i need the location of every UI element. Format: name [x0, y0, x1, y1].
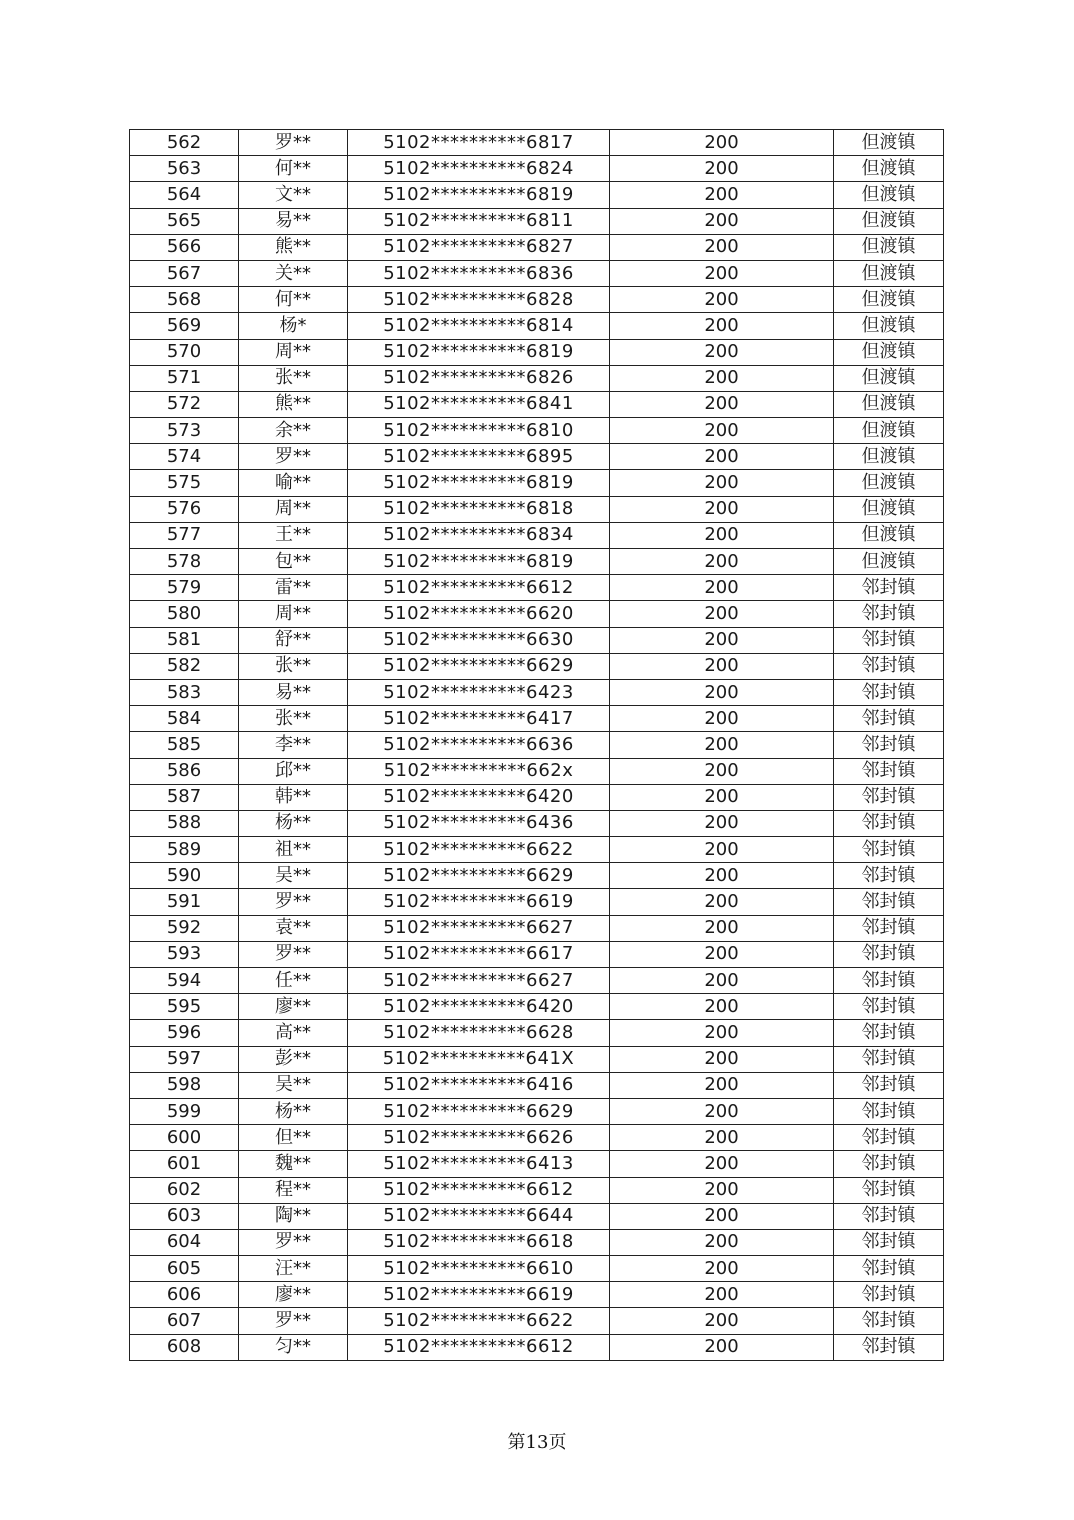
- table-row: [130, 208, 944, 234]
- amount-cell: 200: [610, 968, 834, 994]
- id-number-cell: 5102**********6612: [348, 1334, 610, 1360]
- id-number-cell: 5102**********6811: [348, 208, 610, 234]
- name-cell: 祖**: [239, 837, 348, 863]
- name-cell: 周**: [239, 601, 348, 627]
- table-row: [130, 1046, 944, 1072]
- row-number-cell: 606: [130, 1282, 239, 1308]
- id-number-cell: 5102**********6436: [348, 810, 610, 836]
- row-number-cell: 607: [130, 1308, 239, 1334]
- table-row: [130, 1072, 944, 1098]
- amount-cell: 200: [610, 627, 834, 653]
- row-number-cell: 604: [130, 1229, 239, 1255]
- name-cell: 彭**: [239, 1046, 348, 1072]
- id-number-cell: 5102**********6814: [348, 313, 610, 339]
- table-row: [130, 234, 944, 260]
- name-cell: 关**: [239, 260, 348, 286]
- row-number-cell: 578: [130, 549, 239, 575]
- table-row: [130, 496, 944, 522]
- town-cell: 邻封镇: [834, 653, 944, 679]
- name-cell: 文**: [239, 182, 348, 208]
- amount-cell: 200: [610, 653, 834, 679]
- row-number-cell: 568: [130, 287, 239, 313]
- row-number-cell: 575: [130, 470, 239, 496]
- amount-cell: 200: [610, 470, 834, 496]
- town-cell: 邻封镇: [834, 889, 944, 915]
- town-cell: 但渡镇: [834, 313, 944, 339]
- id-number-cell: 5102**********6819: [348, 339, 610, 365]
- row-number-cell: 603: [130, 1203, 239, 1229]
- amount-cell: 200: [610, 810, 834, 836]
- table-row: [130, 287, 944, 313]
- id-number-cell: 5102**********6824: [348, 156, 610, 182]
- table-row: [130, 1229, 944, 1255]
- town-cell: 但渡镇: [834, 391, 944, 417]
- name-cell: 邱**: [239, 758, 348, 784]
- id-number-cell: 5102**********6826: [348, 365, 610, 391]
- id-number-cell: 5102**********6629: [348, 653, 610, 679]
- name-cell: 张**: [239, 365, 348, 391]
- row-number-cell: 571: [130, 365, 239, 391]
- table-row: [130, 1098, 944, 1124]
- id-number-cell: 5102**********6819: [348, 549, 610, 575]
- amount-cell: 200: [610, 1282, 834, 1308]
- amount-cell: 200: [610, 1229, 834, 1255]
- table-row: [130, 968, 944, 994]
- table-row: [130, 1020, 944, 1046]
- row-number-cell: 589: [130, 837, 239, 863]
- row-number-cell: 577: [130, 522, 239, 548]
- amount-cell: 200: [610, 444, 834, 470]
- id-number-cell: 5102**********6416: [348, 1072, 610, 1098]
- town-cell: 邻封镇: [834, 1125, 944, 1151]
- id-number-cell: 5102**********6895: [348, 444, 610, 470]
- table-row: [130, 732, 944, 758]
- town-cell: 邻封镇: [834, 810, 944, 836]
- id-number-cell: 5102**********6828: [348, 287, 610, 313]
- amount-cell: 200: [610, 601, 834, 627]
- row-number-cell: 586: [130, 758, 239, 784]
- amount-cell: 200: [610, 182, 834, 208]
- name-cell: 杨**: [239, 1098, 348, 1124]
- table-row: [130, 365, 944, 391]
- name-cell: 吴**: [239, 863, 348, 889]
- table-row: [130, 522, 944, 548]
- name-cell: 廖**: [239, 1282, 348, 1308]
- amount-cell: 200: [610, 889, 834, 915]
- id-number-cell: 5102**********6628: [348, 1020, 610, 1046]
- name-cell: 高**: [239, 1020, 348, 1046]
- name-cell: 杨*: [239, 313, 348, 339]
- town-cell: 但渡镇: [834, 208, 944, 234]
- amount-cell: 200: [610, 156, 834, 182]
- row-number-cell: 585: [130, 732, 239, 758]
- row-number-cell: 570: [130, 339, 239, 365]
- id-number-cell: 5102**********6819: [348, 470, 610, 496]
- town-cell: 邻封镇: [834, 758, 944, 784]
- name-cell: 张**: [239, 653, 348, 679]
- name-cell: 罗**: [239, 130, 348, 156]
- town-cell: 邻封镇: [834, 601, 944, 627]
- town-cell: 邻封镇: [834, 784, 944, 810]
- name-cell: 程**: [239, 1177, 348, 1203]
- row-number-cell: 569: [130, 313, 239, 339]
- amount-cell: 200: [610, 679, 834, 705]
- town-cell: 邻封镇: [834, 575, 944, 601]
- row-number-cell: 582: [130, 653, 239, 679]
- row-number-cell: 591: [130, 889, 239, 915]
- amount-cell: 200: [610, 784, 834, 810]
- town-cell: 邻封镇: [834, 1151, 944, 1177]
- amount-cell: 200: [610, 391, 834, 417]
- name-cell: 何**: [239, 156, 348, 182]
- town-cell: 邻封镇: [834, 1098, 944, 1124]
- row-number-cell: 576: [130, 496, 239, 522]
- town-cell: 但渡镇: [834, 365, 944, 391]
- amount-cell: 200: [610, 1334, 834, 1360]
- row-number-cell: 594: [130, 968, 239, 994]
- table-row: [130, 915, 944, 941]
- name-cell: 舒**: [239, 627, 348, 653]
- town-cell: 邻封镇: [834, 1020, 944, 1046]
- name-cell: 易**: [239, 679, 348, 705]
- table-row: [130, 444, 944, 470]
- row-number-cell: 599: [130, 1098, 239, 1124]
- id-number-cell: 5102**********6627: [348, 915, 610, 941]
- town-cell: 邻封镇: [834, 1256, 944, 1282]
- town-cell: 但渡镇: [834, 496, 944, 522]
- id-number-cell: 5102**********641X: [348, 1046, 610, 1072]
- name-cell: 周**: [239, 339, 348, 365]
- row-number-cell: 581: [130, 627, 239, 653]
- id-number-cell: 5102**********6420: [348, 994, 610, 1020]
- amount-cell: 200: [610, 260, 834, 286]
- table-row: [130, 758, 944, 784]
- town-cell: 邻封镇: [834, 732, 944, 758]
- row-number-cell: 590: [130, 863, 239, 889]
- name-cell: 韩**: [239, 784, 348, 810]
- id-number-cell: 5102**********6626: [348, 1125, 610, 1151]
- id-number-cell: 5102**********6420: [348, 784, 610, 810]
- amount-cell: 200: [610, 365, 834, 391]
- amount-cell: 200: [610, 496, 834, 522]
- table-row: [130, 941, 944, 967]
- amount-cell: 200: [610, 915, 834, 941]
- id-number-cell: 5102**********6423: [348, 679, 610, 705]
- amount-cell: 200: [610, 313, 834, 339]
- id-number-cell: 5102**********6629: [348, 1098, 610, 1124]
- table-row: [130, 1308, 944, 1334]
- table-body: [130, 130, 944, 1361]
- row-number-cell: 567: [130, 260, 239, 286]
- town-cell: 邻封镇: [834, 706, 944, 732]
- id-number-cell: 5102**********6819: [348, 182, 610, 208]
- town-cell: 但渡镇: [834, 130, 944, 156]
- id-number-cell: 5102**********6619: [348, 889, 610, 915]
- amount-cell: 200: [610, 575, 834, 601]
- row-number-cell: 602: [130, 1177, 239, 1203]
- row-number-cell: 598: [130, 1072, 239, 1098]
- amount-cell: 200: [610, 522, 834, 548]
- id-number-cell: 5102**********6617: [348, 941, 610, 967]
- name-cell: 喻**: [239, 470, 348, 496]
- id-number-cell: 5102**********6618: [348, 1229, 610, 1255]
- town-cell: 邻封镇: [834, 679, 944, 705]
- id-number-cell: 5102**********6622: [348, 837, 610, 863]
- amount-cell: 200: [610, 1046, 834, 1072]
- id-number-cell: 5102**********6612: [348, 1177, 610, 1203]
- id-number-cell: 5102**********6417: [348, 706, 610, 732]
- town-cell: 但渡镇: [834, 156, 944, 182]
- town-cell: 邻封镇: [834, 1282, 944, 1308]
- table-row: [130, 260, 944, 286]
- row-number-cell: 600: [130, 1125, 239, 1151]
- name-cell: 包**: [239, 549, 348, 575]
- table-row: [130, 889, 944, 915]
- name-cell: 罗**: [239, 1229, 348, 1255]
- table-row: [130, 1203, 944, 1229]
- name-cell: 罗**: [239, 941, 348, 967]
- table-row: [130, 130, 944, 156]
- amount-cell: 200: [610, 1151, 834, 1177]
- town-cell: 但渡镇: [834, 549, 944, 575]
- name-cell: 罗**: [239, 889, 348, 915]
- id-number-cell: 5102**********6810: [348, 418, 610, 444]
- row-number-cell: 595: [130, 994, 239, 1020]
- town-cell: 邻封镇: [834, 1308, 944, 1334]
- page-number: 第13页: [507, 1432, 567, 1453]
- id-number-cell: 5102**********6610: [348, 1256, 610, 1282]
- amount-cell: 200: [610, 418, 834, 444]
- id-number-cell: 5102**********6619: [348, 1282, 610, 1308]
- name-cell: 何**: [239, 287, 348, 313]
- name-cell: 罗**: [239, 1308, 348, 1334]
- amount-cell: 200: [610, 1177, 834, 1203]
- amount-cell: 200: [610, 234, 834, 260]
- amount-cell: 200: [610, 732, 834, 758]
- row-number-cell: 601: [130, 1151, 239, 1177]
- name-cell: 罗**: [239, 444, 348, 470]
- row-number-cell: 563: [130, 156, 239, 182]
- town-cell: 但渡镇: [834, 339, 944, 365]
- town-cell: 邻封镇: [834, 627, 944, 653]
- town-cell: 邻封镇: [834, 915, 944, 941]
- table-row: [130, 627, 944, 653]
- table-row: [130, 706, 944, 732]
- name-cell: 雷**: [239, 575, 348, 601]
- table-row: [130, 470, 944, 496]
- name-cell: 王**: [239, 522, 348, 548]
- table-row: [130, 1151, 944, 1177]
- name-cell: 任**: [239, 968, 348, 994]
- row-number-cell: 572: [130, 391, 239, 417]
- amount-cell: 200: [610, 758, 834, 784]
- row-number-cell: 580: [130, 601, 239, 627]
- id-number-cell: 5102**********6612: [348, 575, 610, 601]
- amount-cell: 200: [610, 549, 834, 575]
- row-number-cell: 584: [130, 706, 239, 732]
- name-cell: 吴**: [239, 1072, 348, 1098]
- id-number-cell: 5102**********6630: [348, 627, 610, 653]
- row-number-cell: 597: [130, 1046, 239, 1072]
- town-cell: 但渡镇: [834, 418, 944, 444]
- amount-cell: 200: [610, 837, 834, 863]
- town-cell: 但渡镇: [834, 182, 944, 208]
- name-cell: 汪**: [239, 1256, 348, 1282]
- town-cell: 邻封镇: [834, 1072, 944, 1098]
- town-cell: 邻封镇: [834, 1177, 944, 1203]
- name-cell: 袁**: [239, 915, 348, 941]
- table-row: [130, 810, 944, 836]
- row-number-cell: 596: [130, 1020, 239, 1046]
- town-cell: 但渡镇: [834, 260, 944, 286]
- id-number-cell: 5102**********6827: [348, 234, 610, 260]
- amount-cell: 200: [610, 1308, 834, 1334]
- table-row: [130, 575, 944, 601]
- id-number-cell: 5102**********6836: [348, 260, 610, 286]
- name-cell: 李**: [239, 732, 348, 758]
- id-number-cell: 5102**********6818: [348, 496, 610, 522]
- id-number-cell: 5102**********6841: [348, 391, 610, 417]
- table-row: [130, 391, 944, 417]
- table-row: [130, 339, 944, 365]
- id-number-cell: 5102**********6834: [348, 522, 610, 548]
- table-row: [130, 994, 944, 1020]
- amount-cell: 200: [610, 941, 834, 967]
- table-row: [130, 601, 944, 627]
- table-row: [130, 313, 944, 339]
- town-cell: 但渡镇: [834, 234, 944, 260]
- town-cell: 邻封镇: [834, 941, 944, 967]
- name-cell: 易**: [239, 208, 348, 234]
- town-cell: 但渡镇: [834, 470, 944, 496]
- amount-cell: 200: [610, 1020, 834, 1046]
- name-cell: 但**: [239, 1125, 348, 1151]
- row-number-cell: 587: [130, 784, 239, 810]
- amount-cell: 200: [610, 130, 834, 156]
- amount-cell: 200: [610, 287, 834, 313]
- amount-cell: 200: [610, 706, 834, 732]
- row-number-cell: 588: [130, 810, 239, 836]
- town-cell: 邻封镇: [834, 1046, 944, 1072]
- row-number-cell: 565: [130, 208, 239, 234]
- town-cell: 邻封镇: [834, 1334, 944, 1360]
- town-cell: 邻封镇: [834, 1229, 944, 1255]
- row-number-cell: 605: [130, 1256, 239, 1282]
- town-cell: 但渡镇: [834, 522, 944, 548]
- name-cell: 杨**: [239, 810, 348, 836]
- id-number-cell: 5102**********6644: [348, 1203, 610, 1229]
- table-row: [130, 679, 944, 705]
- name-cell: 廖**: [239, 994, 348, 1020]
- table-row: [130, 784, 944, 810]
- row-number-cell: 564: [130, 182, 239, 208]
- id-number-cell: 5102**********6817: [348, 130, 610, 156]
- table-row: [130, 1177, 944, 1203]
- id-number-cell: 5102**********6627: [348, 968, 610, 994]
- table-row: [130, 837, 944, 863]
- town-cell: 邻封镇: [834, 863, 944, 889]
- id-number-cell: 5102**********6629: [348, 863, 610, 889]
- row-number-cell: 608: [130, 1334, 239, 1360]
- table-row: [130, 549, 944, 575]
- town-cell: 邻封镇: [834, 837, 944, 863]
- row-number-cell: 566: [130, 234, 239, 260]
- row-number-cell: 562: [130, 130, 239, 156]
- table-row: [130, 1125, 944, 1151]
- row-number-cell: 573: [130, 418, 239, 444]
- table-row: [130, 182, 944, 208]
- town-cell: 邻封镇: [834, 994, 944, 1020]
- town-cell: 邻封镇: [834, 1203, 944, 1229]
- amount-cell: 200: [610, 339, 834, 365]
- table-row: [130, 653, 944, 679]
- town-cell: 但渡镇: [834, 444, 944, 470]
- row-number-cell: 592: [130, 915, 239, 941]
- id-number-cell: 5102**********6620: [348, 601, 610, 627]
- amount-cell: 200: [610, 1203, 834, 1229]
- name-cell: 张**: [239, 706, 348, 732]
- amount-cell: 200: [610, 1256, 834, 1282]
- name-cell: 陶**: [239, 1203, 348, 1229]
- town-cell: 邻封镇: [834, 968, 944, 994]
- name-cell: 匀**: [239, 1334, 348, 1360]
- town-cell: 但渡镇: [834, 287, 944, 313]
- table-row: [130, 156, 944, 182]
- table-row: [130, 418, 944, 444]
- amount-cell: 200: [610, 994, 834, 1020]
- amount-cell: 200: [610, 1125, 834, 1151]
- table-row: [130, 1334, 944, 1360]
- id-number-cell: 5102**********6622: [348, 1308, 610, 1334]
- id-number-cell: 5102**********6636: [348, 732, 610, 758]
- table-row: [130, 1282, 944, 1308]
- name-cell: 熊**: [239, 391, 348, 417]
- table-row: [130, 1256, 944, 1282]
- row-number-cell: 579: [130, 575, 239, 601]
- amount-cell: 200: [610, 1098, 834, 1124]
- row-number-cell: 574: [130, 444, 239, 470]
- name-cell: 熊**: [239, 234, 348, 260]
- name-cell: 余**: [239, 418, 348, 444]
- row-number-cell: 593: [130, 941, 239, 967]
- data-table: [129, 129, 944, 1361]
- table-row: [130, 863, 944, 889]
- amount-cell: 200: [610, 1072, 834, 1098]
- id-number-cell: 5102**********662x: [348, 758, 610, 784]
- amount-cell: 200: [610, 863, 834, 889]
- row-number-cell: 583: [130, 679, 239, 705]
- amount-cell: 200: [610, 208, 834, 234]
- id-number-cell: 5102**********6413: [348, 1151, 610, 1177]
- name-cell: 魏**: [239, 1151, 348, 1177]
- name-cell: 周**: [239, 496, 348, 522]
